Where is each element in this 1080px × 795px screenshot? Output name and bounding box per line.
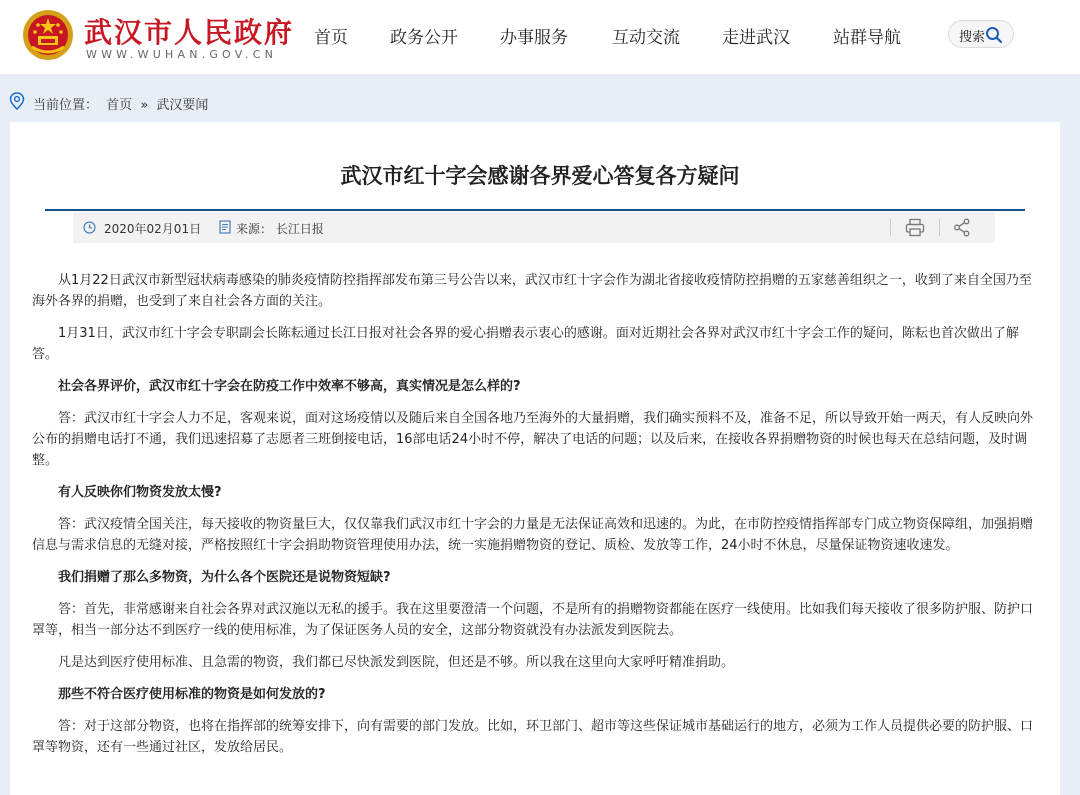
share-icon[interactable] [953,218,971,237]
article-question: 社会各界评价，武汉市红十字会在防疫工作中效率不够高，真实情况是怎么样的? [58,379,521,394]
document-icon [219,220,231,234]
site-title[interactable]: 武汉市人民政府 [84,16,295,49]
nav-item-services[interactable]: 办事服务 [500,28,568,48]
article-paragraph: 答：对于这部分物资，也将在指挥部的统筹安排下，向有需要的部门发放。比如，环卫部门、超市等这些保证城市基础运行的地方，必须为工作人员提供必要的防护服、口罩等物资，还有一些通过社区，发放给居民。 [32,719,1034,755]
title-divider [45,209,1025,211]
main-nav [0,23,1080,49]
search-label: 搜索 [959,30,986,45]
meta-separator [890,219,891,236]
breadcrumb-trail [33,94,212,113]
nav-item-government-affairs[interactable]: 政务公开 [390,28,458,48]
nav-item-home[interactable]: 首页 [314,28,348,48]
article-meta-bar [73,212,995,243]
site-header [0,0,1080,74]
article-paragraph: 答：武汉市红十字会人力不足，客观来说，面对这场疫情以及随后来自全国各地乃至海外的大量捐赠，我们确实预料不及，准备不足，所以导致开始一两天，有人反映向外公布的捐赠电话打不通，我们迅速招募了志愿者三班倒接电话，16部电话24小时不停，解决了电话的问题；以及后来，在接收各界捐赠物资的时候也每天在总结问题，及时调整。 [32,411,1034,468]
breadcrumb-prefix: 当前位置： [33,98,99,113]
article-title: 武汉市红十字会感谢各界爱心答复各方疑问 [340,164,740,188]
search-icon [985,26,1003,44]
source-value: 长江日报 [275,222,324,236]
article-paragraph: 凡是达到医疗使用标准、且急需的物资，我们都已尽快派发到医院，但还是不够。所以我在这里向大家呼吁精准捐助。 [58,655,735,670]
print-icon[interactable] [905,218,925,237]
article-question: 那些不符合医疗使用标准的物资是如何发放的? [58,687,326,702]
article-question: 我们捐赠了那么多物资，为什么各个医院还是说物资短缺? [58,570,391,585]
publish-date: 2020年02月01日 [104,222,202,236]
source-label: 来源： [236,222,273,236]
article-source [236,220,324,237]
breadcrumb-home-link[interactable]: 首页 [106,98,133,113]
article-body [32,270,1036,769]
article-paragraph: 从1月22日武汉市新型冠状病毒感染的肺炎疫情防控指挥部发布第三号公告以来，武汉市红十字会作为湖北省接收疫情防控捐赠的五家慈善组织之一，收到了来自全国乃至海外各界的捐赠，也受到了来自社会各方面的关注。 [32,273,1032,309]
location-pin-icon [9,92,25,110]
article-question: 有人反映你们物资发放太慢? [58,485,222,500]
article-paragraph: 答：首先，非常感谢来自社会各界对武汉施以无私的援手。我在这里要澄清一个问题，不是所有的捐赠物资都能在医疗一线使用。比如我们每天接收了很多防护服、防护口罩等，相当一部分达不到医疗一线的使用标准，为了保证医务人员的安全，这部分物资就没有办法派发到医院去。 [32,602,1034,638]
clock-icon [83,221,96,234]
meta-separator [939,219,940,236]
nav-item-site-navigation[interactable]: 站群导航 [833,28,901,48]
article-paragraph: 1月31日，武汉市红十字会专职副会长陈耘通过长江日报对社会各界的爱心捐赠表示衷心的感谢。面对近期社会各界对武汉市红十字会工作的疑问，陈耘也首次做出了解答。 [32,326,1019,362]
article-paragraph: 答：武汉疫情全国关注，每天接收的物资量巨大，仅仅靠我们武汉市红十字会的力量是无法保证高效和迅速的。为此，在市防控疫情指挥部专门成立物资保障组，加强捐赠信息与需求信息的无缝对接，严格按照红十字会捐助物资管理使用办法，统一实施捐赠物资的登记、质检、发放等工作，24小时不休息，尽量保证物资速收速发。 [32,517,1034,553]
breadcrumb-separator: » [140,98,149,113]
nav-item-about-wuhan[interactable]: 走进武汉 [722,28,790,48]
nav-item-interaction[interactable]: 互动交流 [612,28,680,48]
site-domain: WWW.WUHAN.GOV.CN [86,48,278,61]
search-button[interactable] [948,20,1014,48]
breadcrumb-current-link[interactable]: 武汉要闻 [156,98,209,113]
